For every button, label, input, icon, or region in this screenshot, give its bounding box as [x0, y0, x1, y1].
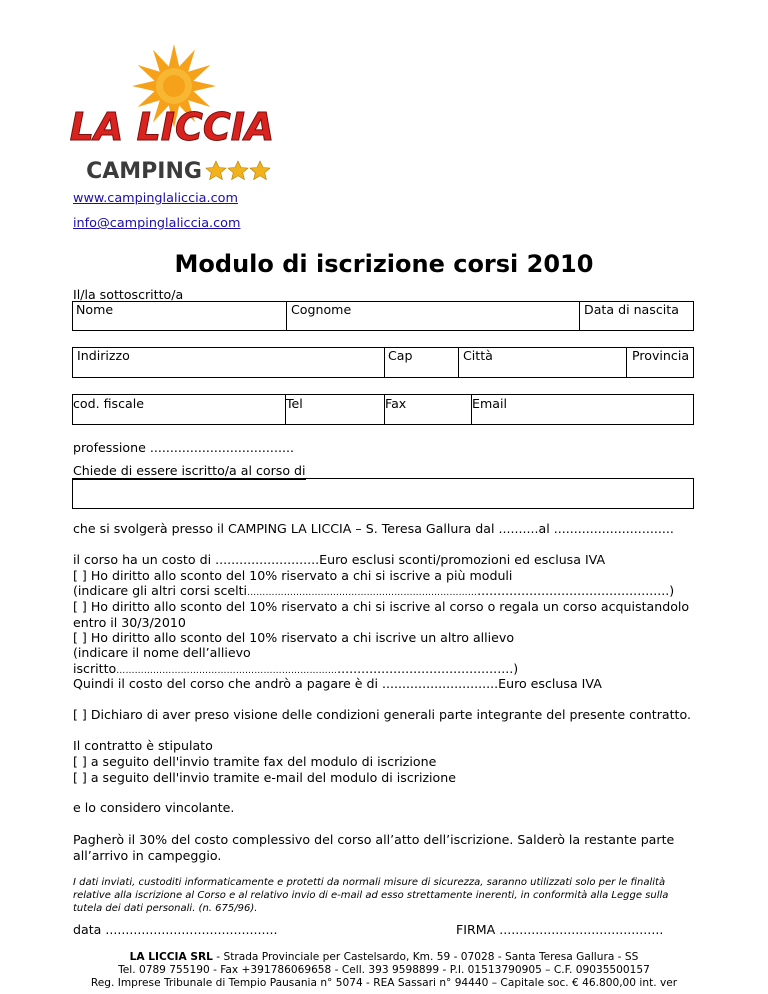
discount-option-2[interactable]: [ ] Ho diritto allo sconto del 10% riservato a chi si iscrive al corso o regala un corso acquistandolo entro il 30/3/2010 [73, 599, 690, 630]
field-label-nome: Nome [76, 302, 114, 317]
nome-input[interactable] [73, 302, 286, 330]
corso-input[interactable] [72, 478, 694, 509]
email-link[interactable]: info@campinglaliccia.com [73, 216, 241, 231]
contract-email-option[interactable]: [ ] a seguito dell'invio tramite e-mail del modulo di iscrizione [73, 770, 456, 785]
contract-heading: Il contratto è stipulato [73, 738, 213, 753]
indirizzo-input[interactable] [73, 348, 384, 377]
star-icon [206, 161, 226, 180]
logo-brand-text: LA LICCIA [69, 105, 275, 149]
field-label-data-nascita: Data di nascita [584, 302, 679, 317]
footer-line-2: Tel. 0789 755190 - Fax +391786069658 - Cell. 393 9598899 - P.I. 01513790905 – C.F. 09035500157 [118, 964, 650, 976]
star-icon [250, 161, 270, 180]
cognome-input[interactable] [287, 302, 579, 330]
course-cost-text: il corso ha un costo di ..........................Euro esclusi sconti/promozioni ed esclusa IVA [73, 552, 606, 567]
provincia-input[interactable] [627, 348, 693, 377]
firma-signature-line: FIRMA ......................................... [456, 922, 664, 937]
form-intro: Il/la sottoscritto/a [73, 287, 184, 302]
final-cost-text: Quindi il costo del corso che andrò a pagare è di .............................Euro esclusa IVA [73, 676, 602, 691]
course-location-text: che si svolgerà presso il CAMPING LA LICCIA – S. Teresa Gallura dal ..........al .............................. [73, 521, 674, 536]
field-label-tel: Tel [286, 396, 303, 411]
fax-input[interactable] [385, 395, 471, 424]
payment-terms: Pagherò il 30% del costo complessivo del corso all’atto dell’iscrizione. Salderò la restante parte all’arrivo in campeggio. [73, 832, 675, 863]
email-input[interactable] [472, 395, 693, 424]
discount-option-3-note: (indicare il nome dell’allievo iscritto………………………………………………………………............................................) [73, 645, 519, 676]
logo-camping-text: CAMPING [86, 159, 202, 184]
field-label-citta: Città [463, 348, 493, 363]
data-signature-line: data ........................................... [73, 922, 278, 937]
contact-row [72, 394, 694, 425]
tel-input[interactable] [286, 395, 384, 424]
personal-data-row [72, 301, 694, 331]
website-link[interactable]: www.campinglaliccia.com [73, 191, 238, 206]
contract-fax-option[interactable]: [ ] a seguito dell'invio tramite fax del modulo di iscrizione [73, 754, 437, 769]
binding-text: e lo considero vincolante. [73, 800, 235, 815]
page-title: Modulo di iscrizione corsi 2010 [174, 250, 594, 278]
discount-option-1-note: (indicare gli altri corsi scelti…………………………………………………………………................................................) [73, 583, 675, 598]
field-label-provincia: Provincia [632, 348, 690, 363]
field-label-cap: Cap [388, 348, 413, 363]
discount-option-1[interactable]: [ ] Ho diritto allo sconto del 10% riservato a chi si iscrive a più moduli [73, 568, 513, 583]
footer-company: LA LICCIA SRL [129, 951, 213, 963]
field-label-email: Email [472, 396, 507, 411]
conditions-checkbox[interactable]: [ ] Dichiaro di aver preso visione delle condizioni generali parte integrante del presente contratto. [73, 707, 691, 722]
privacy-notice: I dati inviati, custoditi informaticamente e protetti da normali misure di sicurezza, saranno utilizzati solo per le finalità relative alla iscrizione al Corso e al relativo invio di e-mail ad esso strettamente inerenti, in conformità alla Legge sulla tutela dei dati personali. (n. 675/96). [73, 877, 669, 914]
professione-line: professione .................................... [73, 440, 294, 455]
address-row [72, 347, 694, 378]
cod-fiscale-input[interactable] [73, 395, 285, 424]
star-icon [228, 161, 248, 180]
field-label-fax: Fax [385, 396, 407, 411]
footer-line-1: LA LICCIA SRL - Strada Provinciale per Castelsardo, Km. 59 - 07028 - Santa Teresa Gallura - SS [129, 951, 639, 963]
data-nascita-input[interactable] [580, 302, 693, 330]
field-label-cognome: Cognome [291, 302, 352, 317]
camping-logo [56, 40, 288, 190]
citta-input[interactable] [459, 348, 626, 377]
field-label-cod-fiscale: cod. fiscale [73, 396, 145, 411]
corso-prompt: Chiede di essere iscritto/a al corso di [73, 463, 306, 478]
sun-logo-icon [56, 40, 288, 190]
discount-option-3[interactable]: [ ] Ho diritto allo sconto del 10% riservato a chi iscrive un altro allievo [73, 630, 515, 645]
footer-line-3: Reg. Imprese Tribunale di Tempio Pausania n° 5074 - REA Sassari n° 94440 – Capitale soc. € 46.800,00 int. ver [90, 977, 678, 989]
cap-input[interactable] [385, 348, 458, 377]
field-label-indirizzo: Indirizzo [77, 348, 130, 363]
